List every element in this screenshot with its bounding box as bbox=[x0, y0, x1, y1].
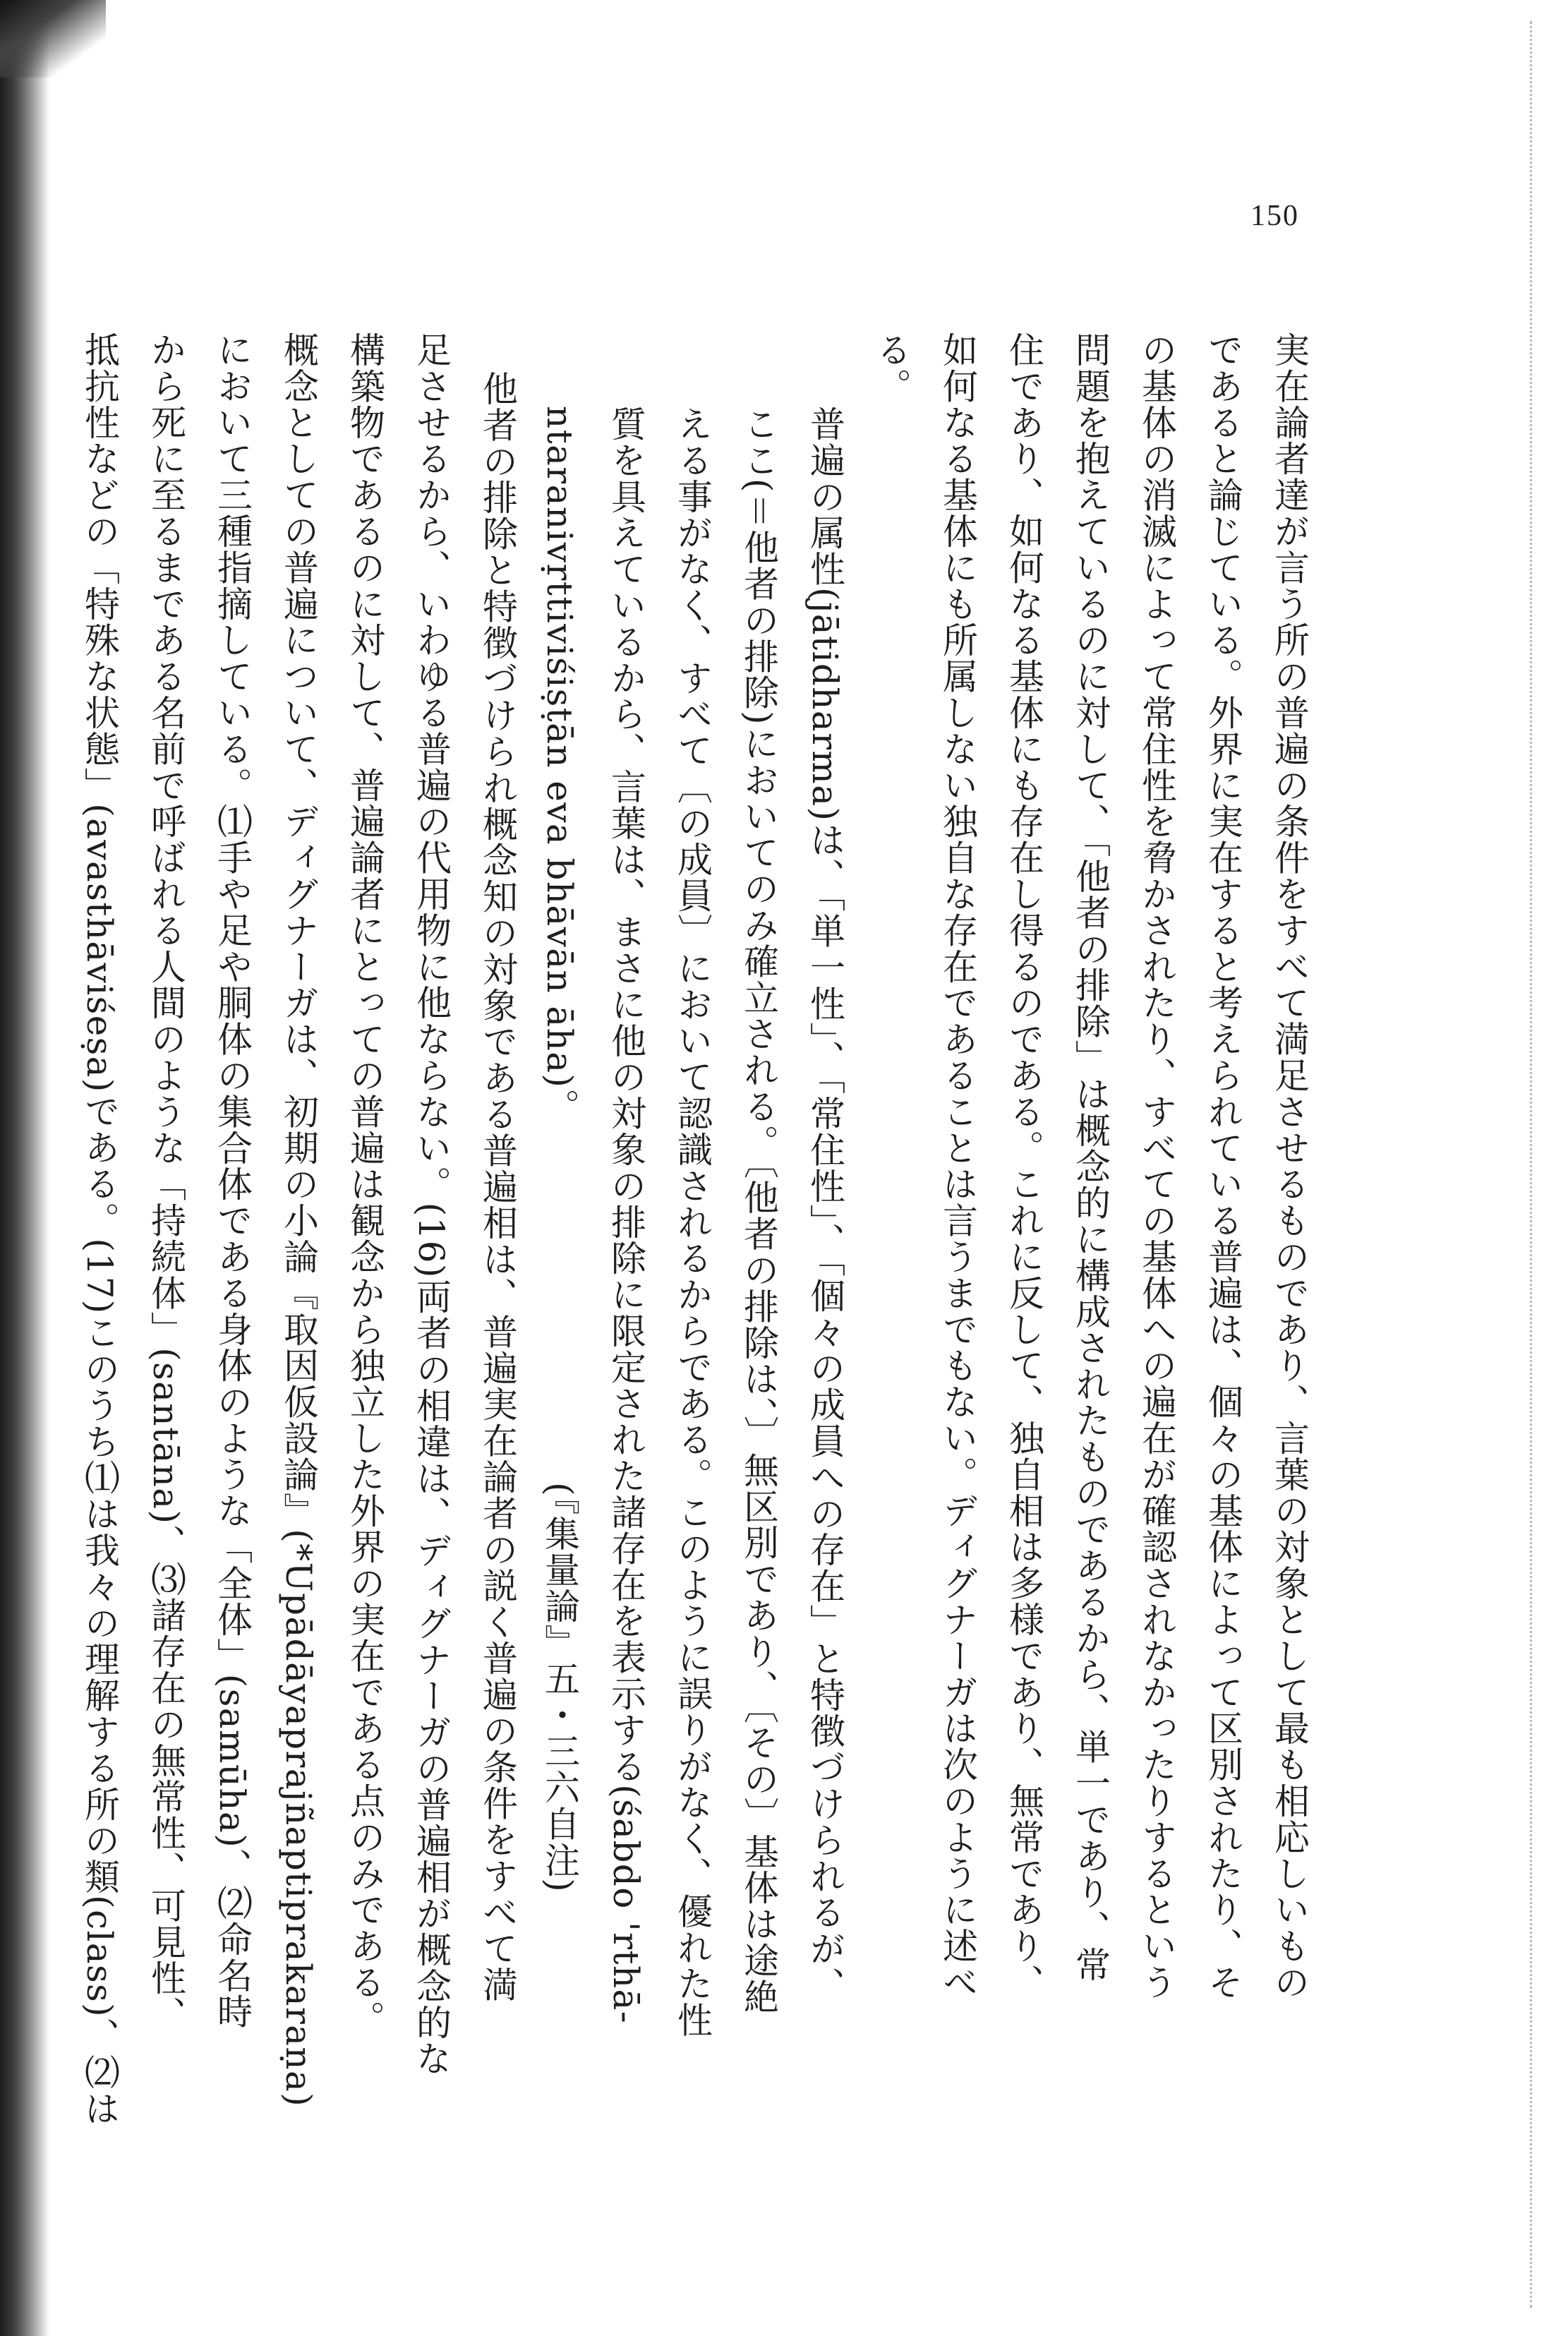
quote-column: 質を具えているから、言葉は、まさに他の対象の排除に限定された諸存在を表示する(śabdo 'rthā- bbox=[605, 406, 646, 2025]
text-column: 如何なる基体にも所属しない独自な存在であることは言うまでもない。ディグナーガは次のように述べ bbox=[937, 332, 978, 2001]
text-column: 構築物であるのに対して、普遍論者にとっての普遍は観念から独立した外界の実在である点のみである。 bbox=[344, 332, 385, 2037]
page-number: 150 bbox=[1250, 200, 1299, 232]
text-column: る。 bbox=[871, 332, 912, 404]
quote-column: 普遍の属性(jātidharma)は、「単一性」、「常住性」、「個々の成員への存在」と特徴づけられるが、 bbox=[804, 406, 845, 2004]
text-column: 抵抗性などの「特殊な状態」(avasthāviśeṣa)である。(17)このうち⑴は我々の理解する所の類(class)、⑵は bbox=[79, 332, 120, 2127]
text-column: 実在論者達が言う所の普遍の条件をすべて満足させるものであり、言葉の対象として最も相応しいもの bbox=[1269, 332, 1310, 2001]
citation: (『集量論』五・三六自注) bbox=[539, 1482, 580, 1894]
text-column: 概念としての普遍について、ディグナーガは、初期の小論『取因仮設論』(*Upādāyaprajñaptiprakaraṇa) bbox=[278, 332, 319, 2108]
text-column: 問題を抱えているのに対して、「他者の排除」は概念的に構成されたものであるから、単一であり、常 bbox=[1070, 332, 1111, 1983]
quote-column: える事がなく、すべて〔の成員〕において認識されるからである。このように誤りがなく、優れた性 bbox=[672, 406, 713, 2038]
text-column: 他者の排除と特徴づけられ概念知の対象である普遍相は、普遍実在論者の説く普遍の条件をすべて満 bbox=[477, 371, 518, 2003]
quote-column: ntaranivṛttiviśiṣṭān eva bhāvān āha)。 bbox=[539, 406, 580, 1125]
text-column: において三種指摘している。⑴手や足や胴体の集合体である身体のような「全体」(samūha)、⑵命名時 bbox=[212, 332, 253, 2030]
text-column: から死に至るまである名前で呼ばれる人間のような「持続体」(santāna)、⑶諸存在の無常性、可見性、 bbox=[145, 332, 186, 2033]
text-column: 住であり、如何なる基体にも存在し得るのである。これに反して、独自相は多様であり、無常であり、 bbox=[1003, 332, 1044, 2001]
text-column: であると論じている。外界に実在すると考えられている普遍は、個々の基体によって区別されたり、そ bbox=[1202, 332, 1243, 2001]
quote-column: ここ(＝他者の排除)においてのみ確立される。〔他者の排除は、〕無区別であり、〔その〕基体は途絶 bbox=[738, 406, 779, 2015]
text-column: 足させるから、いわゆる普遍の代用物に他ならない。(16)両者の相違は、ディグナーガの普遍相が概念的な bbox=[411, 332, 452, 2077]
text-column: の基体の消滅によって常住性を脅かされたり、すべての基体への遍在が確認されなかったりするという bbox=[1136, 332, 1177, 2001]
